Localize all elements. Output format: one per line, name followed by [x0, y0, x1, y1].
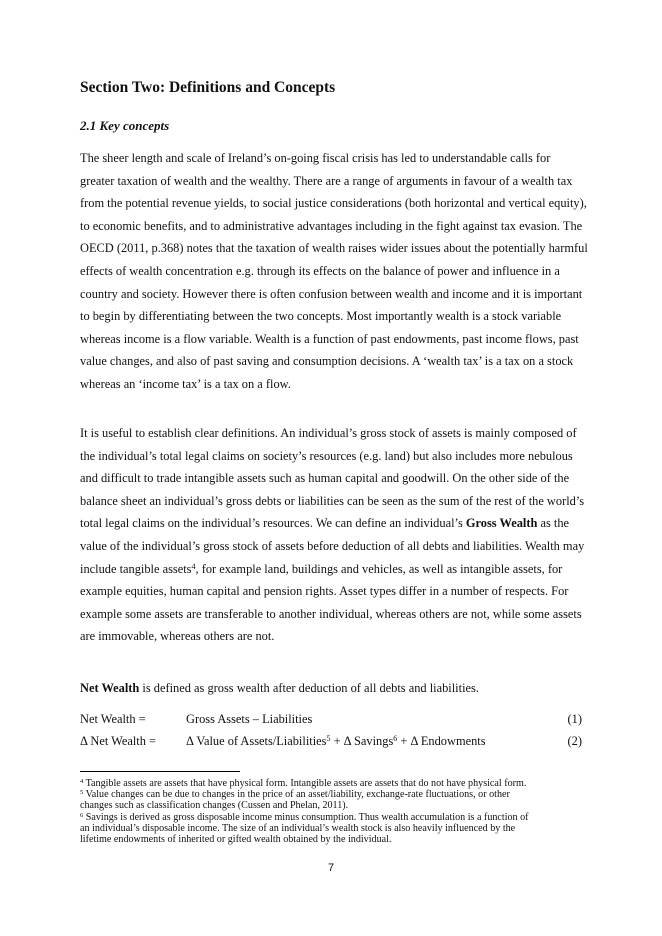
footnote-ref: 6: [393, 734, 398, 743]
footnote-line: [80, 778, 585, 789]
text-line: [80, 192, 590, 215]
text-run: value of the individual’s gross stock of assets before deduction of all debts and liabilities. Wealth may: [80, 538, 585, 553]
text-run: greater taxation of wealth and the wealthy. There are a range of arguments in favour of a wealth tax: [80, 173, 573, 188]
text-run: + Δ Savings: [330, 734, 394, 748]
equation-rhs: [186, 708, 312, 730]
text-line: [80, 558, 590, 581]
text-line: [80, 512, 590, 535]
equation-2: [80, 730, 582, 752]
text-run: example equities, human capital and pension rights. Asset types differ in a number of respects. For: [80, 584, 569, 599]
text-line: [80, 535, 590, 558]
text-line: [80, 305, 590, 328]
text-run: and difficult to trade intangible assets such as human capital and goodwill. On the other side of the: [80, 471, 570, 486]
footnote-ref: 5: [326, 734, 331, 743]
footnote-line: [80, 800, 585, 811]
text-run: The sheer length and scale of Ireland’s on-going fiscal crisis has led to understandable calls for: [80, 151, 551, 165]
text-run: from the potential revenue yields, to social justice considerations (both horizontal and vertical equity),: [80, 196, 587, 211]
paragraph-wealth-tax-arguments: [80, 147, 590, 396]
footnote-4: [80, 778, 585, 789]
text-run: , for example land, buildings and vehicles, as well as intangible assets, for: [195, 561, 563, 576]
paragraph-definitions: [80, 422, 590, 648]
equation-lhs: Δ Net Wealth =: [80, 734, 157, 748]
text-line: [80, 350, 590, 373]
text-line: [80, 170, 590, 193]
equation-rhs: [186, 730, 486, 752]
footnotes: [80, 778, 585, 845]
text-run: to economic benefits, and to administrative advantages including in the fight against tax evasion. The: [80, 218, 583, 233]
text-run: changes such as classification changes (Cussen and Phelan, 2011).: [80, 800, 349, 812]
text-run: Gross Assets – Liabilities: [186, 712, 313, 726]
text-run: include tangible assets: [80, 561, 192, 576]
footnote-line: [80, 812, 585, 823]
text-run: is defined as gross wealth after deduction of all debts and liabilities.: [139, 681, 479, 695]
text-line: [80, 625, 590, 648]
text-line: [80, 147, 590, 170]
footnote-6: [80, 812, 585, 846]
text-run: the individual’s total legal claims on society’s resources (e.g. land) but also includes more nebulous: [80, 448, 573, 463]
bold-term: Gross Wealth: [465, 516, 538, 531]
text-line: [80, 283, 590, 306]
equation-1: [80, 708, 582, 730]
text-run: value changes, and also of past saving and consumption decisions. A ‘wealth tax’ is a tax on a stock: [80, 354, 574, 369]
equation-number: (2): [567, 734, 582, 748]
text-line: [80, 373, 590, 396]
text-run: to begin by differentiating between the two concepts. Most importantly wealth is a stock variable: [80, 309, 562, 324]
text-run: effects of wealth concentration e.g. through its effects on the balance of power and influence in a: [80, 263, 560, 278]
paragraph-net-wealth: [80, 677, 590, 700]
text-line: [80, 490, 590, 513]
text-line: [80, 260, 590, 283]
text-run: example some assets are transferable to another individual, whereas others are not, while some assets: [80, 606, 582, 621]
text-run: country and society. However there is often confusion between wealth and income and it is important: [80, 286, 583, 301]
text-line: [80, 215, 590, 238]
text-run: + Δ Endowments: [397, 734, 486, 748]
text-run: OECD (2011, p.368) notes that the taxation of wealth raises wider issues about the potentially harmful: [80, 241, 588, 256]
section-title: Section Two: Definitions and Concepts: [80, 79, 336, 96]
text-run: total legal claims on the individual’s resources. We can define an individual’s: [80, 516, 466, 531]
text-run: an individual’s disposable income. The size of an individual’s wealth stock is also heavily influenced by the: [80, 822, 516, 834]
footnote-ref: 6: [80, 811, 84, 819]
text-line: [80, 445, 590, 468]
text-run: Tangible assets are assets that have physical form. Intangible assets are assets that do not have physical form.: [83, 778, 527, 789]
text-run: are immovable, whereas others are not.: [80, 629, 275, 644]
text-run: whereas an ‘income tax’ is a tax on a flow.: [80, 376, 291, 391]
footnote-ref: 5: [80, 789, 84, 797]
footnote-line: [80, 834, 585, 845]
text-line: [80, 677, 590, 700]
equation-lhs: Net Wealth =: [80, 712, 146, 726]
text-run: It is useful to establish clear definitions. An individual’s gross stock of assets is mainly composed of: [80, 426, 577, 440]
footnote-line: [80, 823, 585, 834]
page-number: 7: [327, 862, 335, 874]
text-run: balance sheet an individual’s gross debts or liabilities can be seen as the sum of the rest of the world’s: [80, 493, 585, 508]
text-run: Savings is derived as gross disposable income minus consumption. Thus wealth accumulation is a function of: [83, 811, 529, 823]
text-line: [80, 422, 590, 445]
text-line: [80, 580, 590, 603]
footnote-separator: [80, 771, 240, 772]
subsection-title: 2.1 Key concepts: [80, 118, 170, 133]
footnote-line: [80, 789, 585, 800]
text-run: as the: [537, 516, 570, 531]
text-line: [80, 467, 590, 490]
text-run: whereas income is a flow variable. Wealth is a function of past endowments, past income flows, past: [80, 331, 579, 346]
text-line: [80, 603, 590, 626]
text-line: [80, 237, 590, 260]
footnote-ref: 4: [191, 561, 196, 571]
bold-term: Net Wealth: [80, 681, 140, 695]
text-line: [80, 328, 590, 351]
footnote-5: [80, 789, 585, 811]
footnote-ref: 4: [80, 778, 84, 785]
text-run: lifetime endowments of inherited or gifted wealth obtained by the individual.: [80, 834, 392, 846]
text-run: Value changes can be due to changes in the price of an asset/liability, exchange-rate fluctuations, or other: [83, 789, 510, 801]
equation-number: (1): [567, 712, 582, 726]
text-run: Δ Value of Assets/Liabilities: [186, 734, 327, 748]
